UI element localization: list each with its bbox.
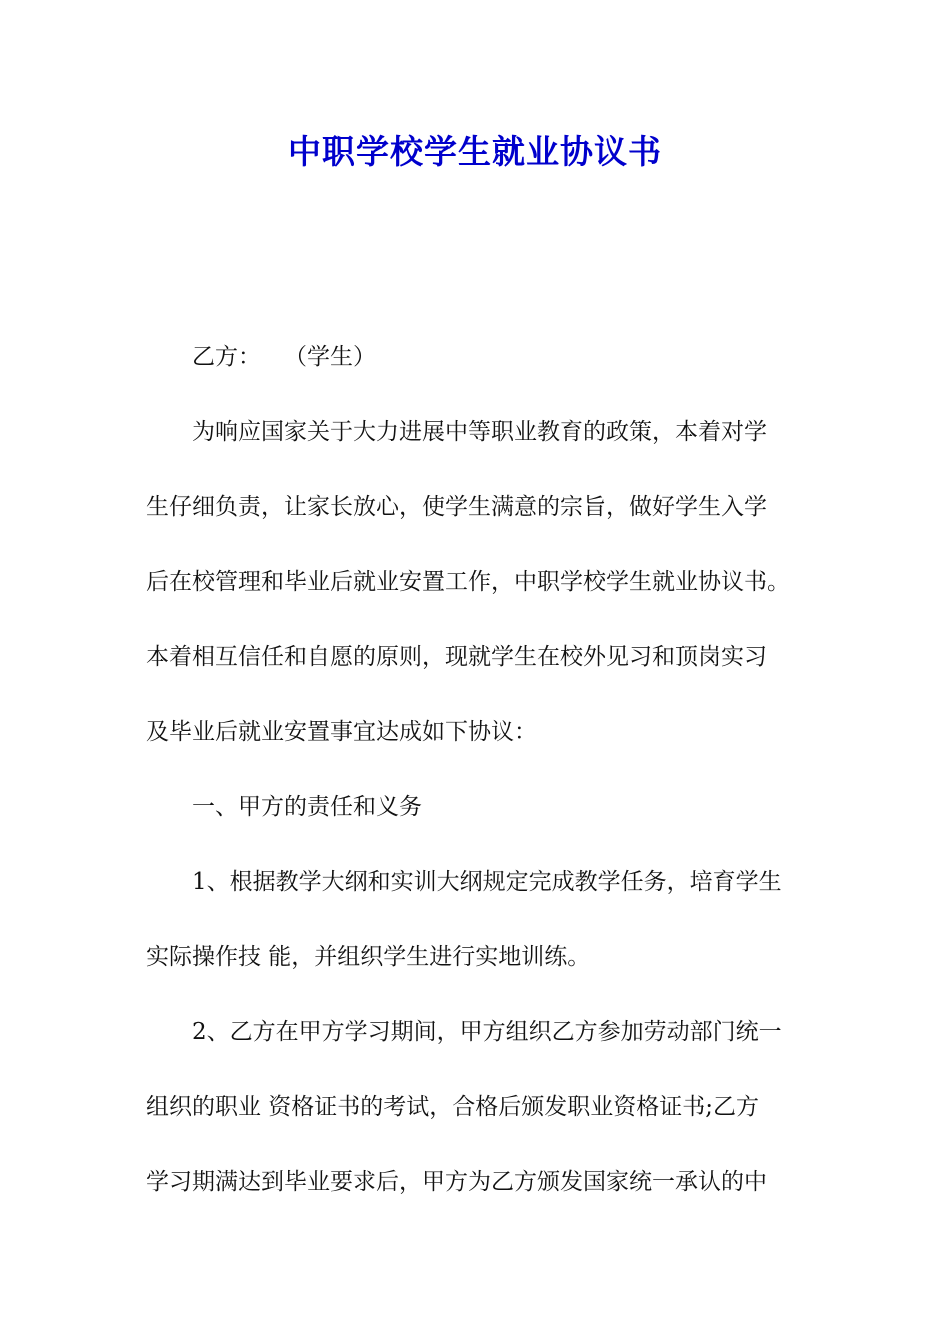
clause-line: 学习期满达到毕业要求后，甲方为乙方颁发国家统一承认的中 [146, 1169, 767, 1195]
paragraph-line: 为响应国家关于大力进展中等职业教育的政策，本着对学 [146, 419, 767, 445]
section-heading: 一、甲方的责任和义务 [146, 794, 422, 820]
clause-line: 实际操作技 能，并组织学生进行实地训练。 [146, 944, 591, 970]
document-body [146, 339, 816, 1201]
clause-line: 组织的职业 资格证书的考试，合格后颁发职业资格证书;乙方 [146, 1094, 760, 1120]
paragraph-line: 生仔细负责，让家长放心，使学生满意的宗旨，做好学生入学 [146, 494, 767, 520]
clause-line: 1、根据教学大纲和实训大纲规定完成教学任务，培育学生 [146, 869, 782, 895]
paragraph-line: 本着相互信任和自愿的原则，现就学生在校外见习和顶岗实习 [146, 644, 767, 670]
document-title: 中职学校学生就业协议书 [288, 132, 662, 171]
clause-line: 2、乙方在甲方学习期间，甲方组织乙方参加劳动部门统一 [146, 1019, 782, 1045]
paragraph-line: 及毕业后就业安置事宜达成如下协议： [146, 719, 537, 745]
paragraph-line: 后在校管理和毕业后就业安置工作，中职学校学生就业协议书。 [146, 569, 790, 595]
party-b-line: 乙方： （学生） [146, 344, 376, 370]
